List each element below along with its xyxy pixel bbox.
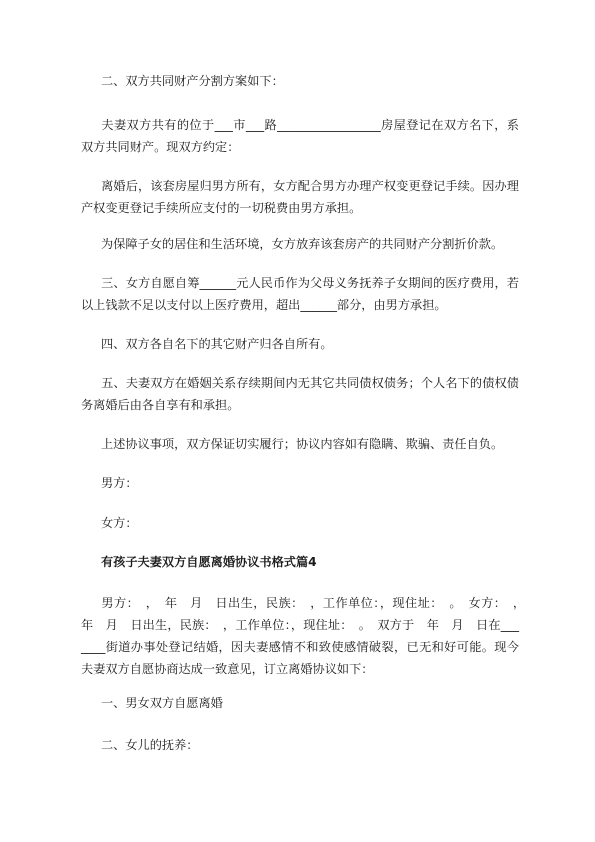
paragraph-house-to-husband: 离婚后，该套房屋归男方所有，女方配合男方办理产权变更登记手续。因办理产权变更登记手续所应支付的一切税费由男方承担。 <box>81 179 519 215</box>
paragraph-medical-expenses: 三、女方自愿自筹______元人民币作为父母义务抚养子女期间的医疗费用，若以上钱款不足以支付以上医疗费用，超出______部分，由男方承担。 <box>81 276 519 312</box>
paragraph-wife-waives: 为保障子女的居住和生活环境，女方放弃该套房产的共同财产分割折价款。 <box>101 237 504 251</box>
clause-daughter-custody: 二、女儿的抚养： <box>101 738 199 752</box>
paragraph-debts: 五、夫妻双方在婚姻关系存续期间内无其它共同债权债务；个人名下的债权债务离婚后由各自享有和承担。 <box>81 376 519 412</box>
section-heading-property-division: 二、双方共同财产分割方案如下： <box>101 74 284 88</box>
clause-voluntary-divorce: 一、男女双方自愿离婚 <box>101 696 223 710</box>
signature-wife-label: 女方： <box>101 516 138 530</box>
paragraph-shared-house: 夫妻双方共有的位于___市___路_________________房屋登记在双方名下，系双方共同财产。现双方约定： <box>81 118 519 154</box>
paragraph-parties-info: 男方： ， 年 月 日出生，民族： ，工作单位：，现住址： 。 女方： ， 年 月 日出生，民族： ，工作单位：，现住址： 。 双方于 年 月 日在_______街道办事处登记结婚，因夫妻感情不和致使感情破裂，已无和好可能。现今夫妻双方自愿协商达成一致意见，订立离婚协议如下： <box>81 596 532 676</box>
paragraph-guarantee: 上述协议事项，双方保证切实履行；协议内容如有隐瞒、欺骗、责任自负。 <box>101 437 504 451</box>
signature-husband-label: 男方： <box>101 476 138 490</box>
paragraph-other-property: 四、双方各自名下的其它财产归各自所有。 <box>101 337 333 351</box>
article-title: 有孩子夫妻双方自愿离婚协议书格式篇4 <box>101 555 317 569</box>
